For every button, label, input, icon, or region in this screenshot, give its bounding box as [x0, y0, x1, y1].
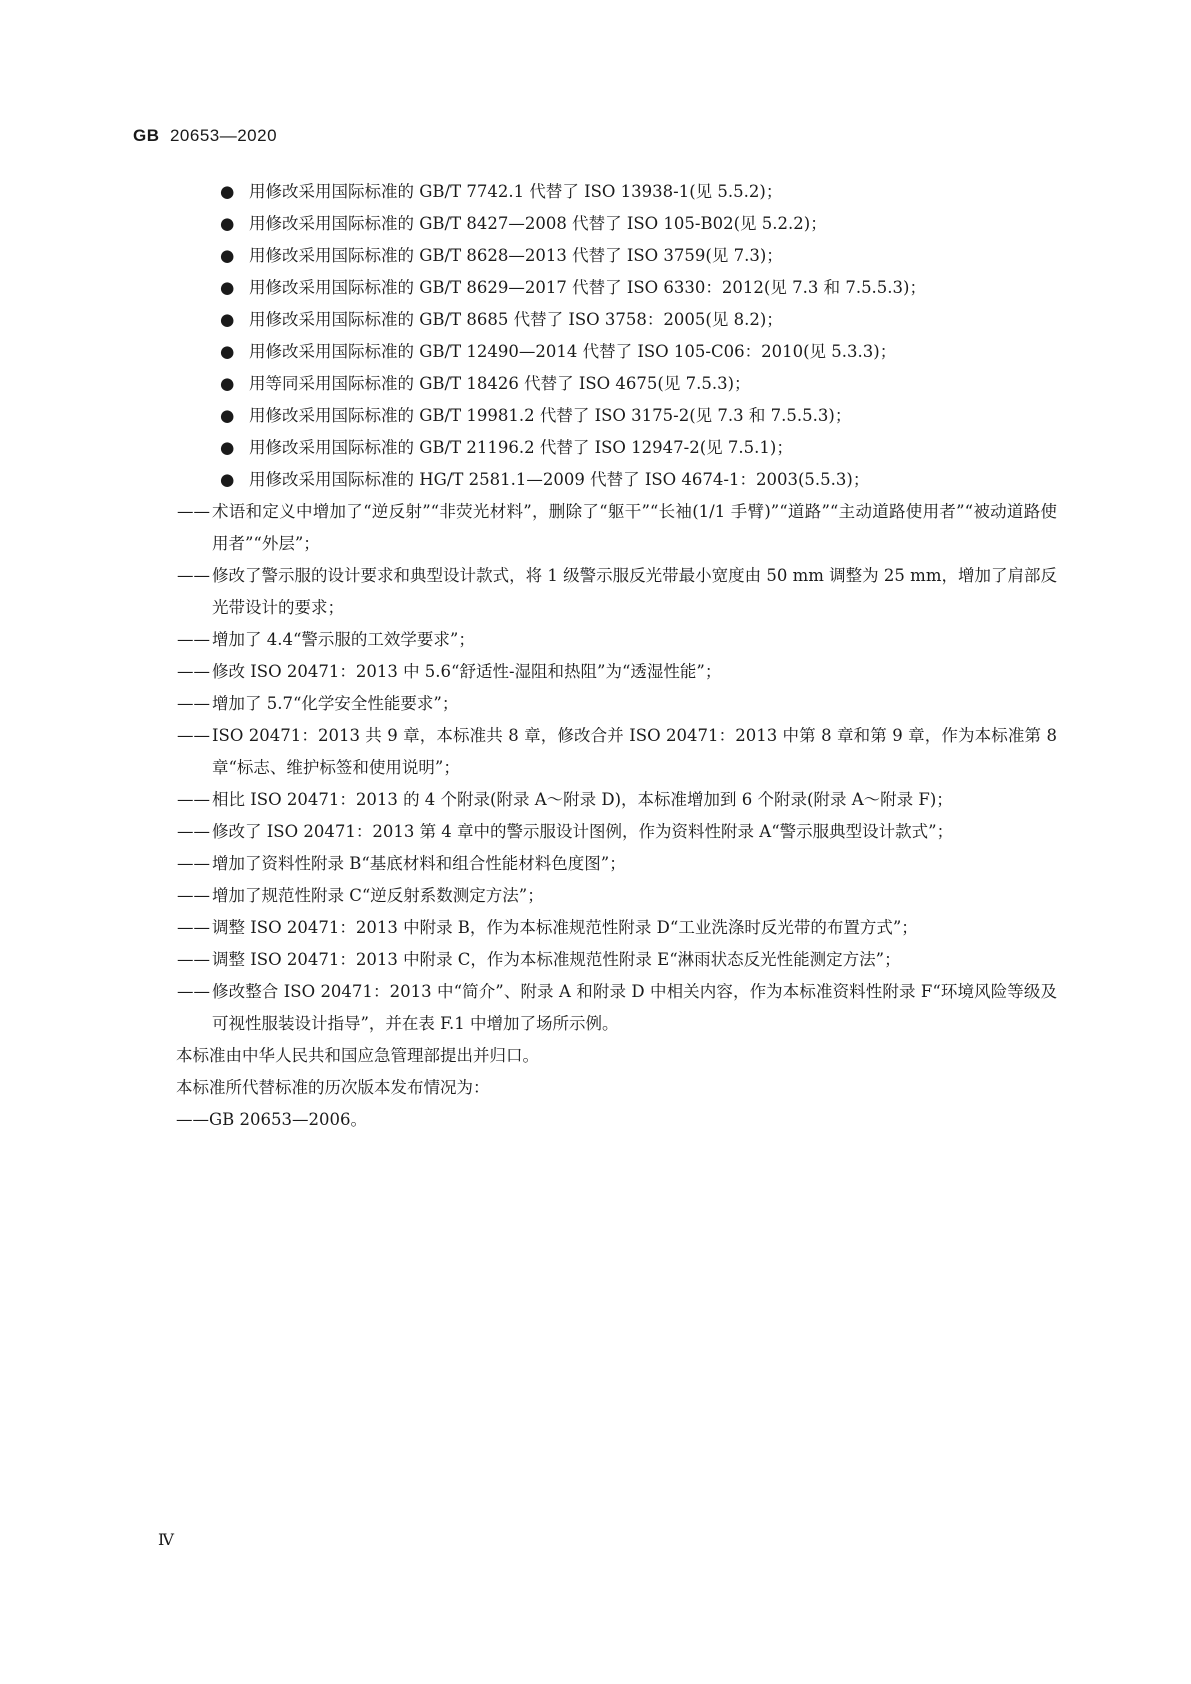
change-item	[177, 912, 1057, 944]
bullet-dot-icon: ●	[220, 406, 235, 425]
bullet-text: 用修改采用国际标准的 GB/T 8629—2017 代替了 ISO 6330：2012(见 7.3 和 7.5.5.3)；	[249, 278, 926, 297]
bullet-text: 用修改采用国际标准的 GB/T 12490—2014 代替了 ISO 105-C06：2010(见 5.3.3)；	[249, 342, 897, 361]
dash-mark: ——	[177, 822, 210, 841]
statement-proposer: 本标准由中华人民共和国应急管理部提出并归口。	[176, 1046, 539, 1065]
change-text: 调整 ISO 20471：2013 中附录 C，作为本标准规范性附录 E“淋雨状态反光性能测定方法”；	[212, 950, 901, 969]
dash-mark: ——	[177, 886, 210, 905]
dash-mark: ——	[177, 694, 210, 713]
page-number: Ⅳ	[158, 1530, 174, 1549]
document-header	[133, 126, 277, 146]
standard-number: 20653—2020	[169, 126, 278, 145]
change-item	[177, 816, 1057, 848]
change-text: 修改 ISO 20471：2013 中 5.6“舒适性-湿阻和热阻”为“透湿性能”；	[212, 662, 722, 681]
bullet-item	[220, 336, 1049, 368]
bullet-dot-icon: ●	[220, 182, 235, 201]
change-item	[177, 784, 1057, 816]
change-text: 增加了规范性附录 C“逆反射系数测定方法”；	[212, 886, 544, 905]
change-item	[177, 496, 1057, 560]
bullet-item	[220, 464, 1049, 496]
dash-mark: ——	[177, 982, 210, 1001]
change-text: 术语和定义中增加了“逆反射”“非荧光材料”，删除了“躯干”“长袖(1/1 手臂)”“道路”“主动道路使用者”“被动道路使用者”“外层”；	[212, 502, 1057, 553]
bullet-dot-icon: ●	[220, 438, 235, 457]
change-item	[177, 688, 1057, 720]
bullet-text: 用修改采用国际标准的 GB/T 8628—2013 代替了 ISO 3759(见 7.3)；	[249, 246, 783, 265]
change-item	[177, 848, 1057, 880]
change-item	[177, 720, 1057, 784]
change-text: 修改了 ISO 20471：2013 第 4 章中的警示服设计图例，作为资料性附录 A“警示服典型设计款式”；	[212, 822, 954, 841]
change-text: 增加了 5.7“化学安全性能要求”；	[212, 694, 459, 713]
bullet-item	[220, 272, 1049, 304]
change-item	[177, 880, 1057, 912]
change-item	[177, 944, 1057, 976]
change-text: 修改了警示服的设计要求和典型设计款式，将 1 级警示服反光带最小宽度由 50 mm 调整为 25 mm，增加了肩部反光带设计的要求；	[212, 566, 1057, 617]
change-item	[177, 560, 1057, 624]
change-list	[0, 496, 1191, 1040]
dash-mark: ——	[177, 854, 210, 873]
dash-mark: ——	[177, 502, 210, 521]
bullet-dot-icon: ●	[220, 310, 235, 329]
statement-history: 本标准所代替标准的历次版本发布情况为：	[176, 1078, 490, 1097]
bullet-text: 用修改采用国际标准的 GB/T 21196.2 代替了 ISO 12947-2(见 7.5.1)；	[249, 438, 793, 457]
dash-mark: ——	[177, 630, 210, 649]
bullet-text: 用修改采用国际标准的 GB/T 19981.2 代替了 ISO 3175-2(见 7.3 和 7.5.5.3)；	[249, 406, 852, 425]
change-text: 增加了资料性附录 B“基底材料和组合性能材料色度图”；	[212, 854, 626, 873]
bullet-dot-icon: ●	[220, 470, 235, 489]
bullet-item	[220, 368, 1049, 400]
bullet-dot-icon: ●	[220, 214, 235, 233]
previous-version: ——GB 20653—2006。	[176, 1110, 368, 1129]
bullet-item	[220, 208, 1049, 240]
bullet-text: 用等同采用国际标准的 GB/T 18426 代替了 ISO 4675(见 7.5.3)；	[249, 374, 751, 393]
bullet-item	[220, 176, 1049, 208]
bullet-item	[220, 400, 1049, 432]
bullet-text: 用修改采用国际标准的 GB/T 8685 代替了 ISO 3758：2005(见 8.2)；	[249, 310, 783, 329]
dash-mark: ——	[177, 662, 210, 681]
change-item	[177, 976, 1057, 1040]
dash-mark: ——	[177, 918, 210, 937]
dash-mark: ——	[177, 566, 210, 585]
bullet-dot-icon: ●	[220, 246, 235, 265]
change-text: 相比 ISO 20471：2013 的 4 个附录(附录 A～附录 D)，本标准增加到 6 个附录(附录 A～附录 F)；	[212, 790, 953, 809]
dash-mark: ——	[177, 726, 210, 745]
dash-mark: ——	[177, 790, 210, 809]
bullet-text: 用修改采用国际标准的 GB/T 7742.1 代替了 ISO 13938-1(见 5.5.2)；	[249, 182, 783, 201]
change-item	[177, 624, 1057, 656]
bullet-dot-icon: ●	[220, 278, 235, 297]
change-text: 增加了 4.4“警示服的工效学要求”；	[212, 630, 475, 649]
bullet-item	[220, 304, 1049, 336]
bullet-list	[0, 176, 1191, 496]
bullet-dot-icon: ●	[220, 342, 235, 361]
change-text: ISO 20471：2013 共 9 章，本标准共 8 章，修改合并 ISO 20471：2013 中第 8 章和第 9 章，作为本标准第 8 章“标志、维护标签和使用说明”；	[212, 726, 1057, 777]
bullet-item	[220, 240, 1049, 272]
bullet-text: 用修改采用国际标准的 HG/T 2581.1—2009 代替了 ISO 4674-1：2003(5.5.3)；	[249, 470, 870, 489]
change-item	[177, 656, 1057, 688]
bullet-item	[220, 432, 1049, 464]
bullet-text: 用修改采用国际标准的 GB/T 8427—2008 代替了 ISO 105-B02(见 5.2.2)；	[249, 214, 827, 233]
standard-code: GB	[133, 126, 160, 145]
bullet-dot-icon: ●	[220, 374, 235, 393]
change-text: 修改整合 ISO 20471：2013 中“简介”、附录 A 和附录 D 中相关内容，作为本标准资料性附录 F“环境风险等级及可视性服装设计指导”，并在表 F.1 中增加了场所示例。	[212, 982, 1057, 1033]
dash-mark: ——	[177, 950, 210, 969]
foreword-body	[0, 176, 1191, 1136]
change-text: 调整 ISO 20471：2013 中附录 B，作为本标准规范性附录 D“工业洗涤时反光带的布置方式”；	[212, 918, 918, 937]
